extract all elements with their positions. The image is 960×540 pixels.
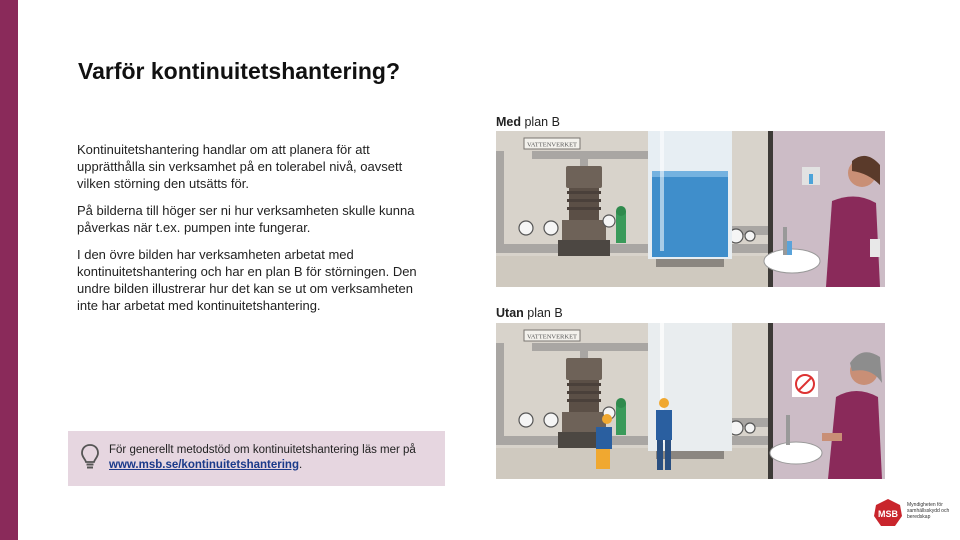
accent-sidebar-bar: [0, 0, 18, 540]
sign-label-2: VATTENVERKET: [526, 333, 578, 341]
msb-logo: [873, 498, 903, 533]
caption-without-rest: plan B: [523, 306, 563, 320]
paragraph-explanation: I den övre bilden har verksamheten arbetat med kontinuitetshantering och har en plan B för störningen. Den undre bilden illustrerar hur det kan se ut om verksamheten inte har arbetat med kontinuitetshantering.: [77, 247, 417, 313]
info-text: [109, 443, 439, 473]
caption-with-plan-b: [496, 115, 560, 129]
caption-without-bold: Utan: [496, 306, 524, 320]
info-text-suffix: .: [299, 459, 303, 471]
paragraph-intro: Kontinuitetshantering handlar om att planera för att upprätthålla sin verksamhet på en tolerabel nivå, oavsett vilken störning den utsätts för.: [77, 142, 403, 191]
msb-logo-text: Myndigheten för samhällsskydd och beredskap: [907, 502, 950, 520]
caption-without-plan-b: [496, 306, 563, 320]
caption-with-bold: Med: [496, 115, 521, 129]
msb-link[interactable]: www.msb.se/kontinuitetshantering: [109, 459, 299, 471]
illustration-with-plan-b: [496, 131, 885, 287]
info-box: [68, 431, 445, 486]
msb-logo-abbr: MSB: [878, 509, 898, 519]
paragraph-pictures: På bilderna till höger ser ni hur verksamheten skulle kunna påverkas när t.ex. pumpen inte fungerar.: [77, 203, 415, 235]
illustration-without-plan-b: [496, 323, 885, 479]
info-text-body: För generellt metodstöd om kontinuitetshantering läs mer på: [109, 444, 416, 456]
caption-with-rest: plan B: [521, 115, 560, 129]
sign-label: VATTENVERKET: [526, 141, 578, 149]
slide-title: Varför kontinuitetshantering?: [78, 58, 401, 84]
lightbulb-icon: [80, 443, 100, 476]
